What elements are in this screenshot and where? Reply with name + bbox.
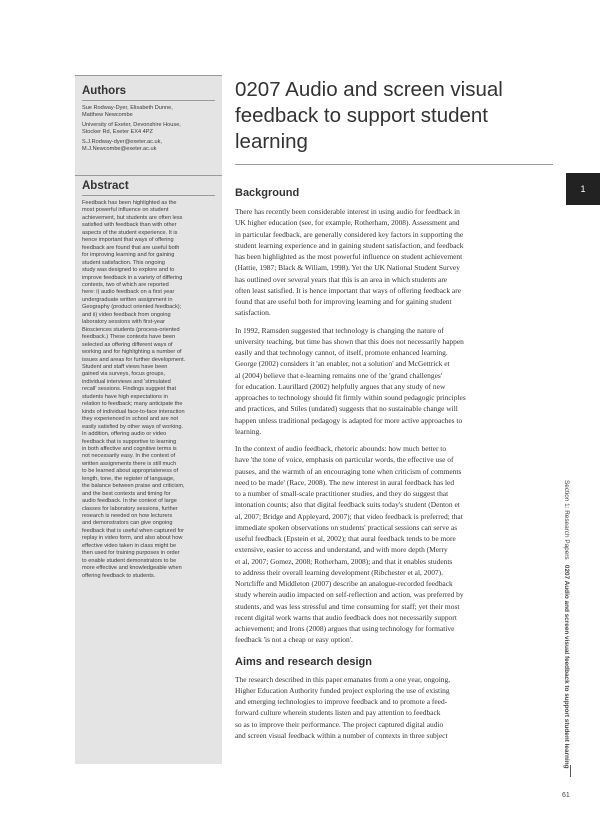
text-line: al (2004) believe that e-learning remains one of the 'grand challenges' [235, 370, 443, 380]
abstract-line: and demonstrators can give ongoing [82, 520, 173, 527]
title-rule [235, 164, 553, 165]
abstract-body [82, 200, 215, 580]
page-title [235, 77, 553, 155]
running-head-title: 0207 Audio and screen visual feedback to support student learning [563, 564, 570, 769]
abstract-line: Geography (product oriented feedback); [82, 304, 182, 311]
text-line: easily and that technology cannot, of itself, promote enhanced learning. [235, 348, 448, 357]
abstract-line: relation to feedback; many anticipate the [82, 401, 183, 408]
abstract-line: contexts, two of which are reported [82, 281, 169, 288]
affiliation-line: Stocker Rd, Exeter EX4 4PZ [82, 128, 153, 135]
abstract-line: and the best contexts and timing for [82, 490, 171, 497]
aims-paragraph [235, 674, 553, 742]
abstract-line: In addition, offering audio or video [82, 431, 167, 438]
text-line: to address their overall learning development (Ribchester et al, 2007). [235, 567, 443, 577]
abstract-line: then used for training purposes in order [82, 550, 180, 557]
abstract-rule [82, 195, 215, 196]
abstract-line: replay in video form, and also about how [82, 535, 183, 542]
text-line: satisfaction. [235, 308, 271, 318]
text-line: The research described in this paper emanates from a one year, ongoing, [235, 674, 451, 684]
text-line: feedback 'is not a cheap or easy option'. [235, 635, 353, 645]
abstract-line: selected as offering different ways of [82, 341, 173, 348]
abstract-line: effective video taken in class might be [82, 542, 177, 549]
abstract-line: undergraduate written assignment in [82, 296, 173, 303]
text-line: et al, 2007; Gomez, 2008; Rotherham, 2008); and that it enables students [235, 556, 453, 566]
sidebar-top-rule [75, 75, 222, 76]
abstract-line: individual interviews and 'stimulated [82, 378, 171, 385]
authors-heading: Authors [82, 85, 127, 97]
abstract-line: classes for laboratory sessions, further [82, 505, 178, 512]
abstract-line: written assignments there is still much [82, 460, 177, 467]
running-head [561, 480, 571, 769]
abstract-line: here: i) audio feedback on a first year [82, 289, 175, 296]
author-line: Matthew Newcombe [82, 111, 133, 118]
author-names [82, 105, 215, 118]
abstract-line: feedback.) These contexts have been [82, 334, 176, 341]
abstract-line: offering feedback to students. [82, 572, 156, 579]
abstract-line: Feedback has been highlighted as the [82, 200, 177, 206]
abstract-line: achievement, but students are often less [82, 214, 183, 221]
page-number: 61 [562, 792, 570, 799]
abstract-line: laboratory sessions with first-year [82, 319, 166, 326]
text-line: In the context of audio feedback, rhetoric abounds: how much better to [235, 444, 447, 453]
running-head-section: Section 1: Research Papers [563, 480, 570, 560]
text-line: and screen visual feedback within a number of contexts in three subject [235, 730, 448, 740]
abstract-heading: Abstract [82, 180, 129, 192]
abstract-line: kinds of individual face-to-face interaction [82, 408, 185, 415]
abstract-line: most powerful influence on student [82, 207, 169, 214]
title-line: 0207 Audio and screen visual [235, 78, 503, 101]
abstract-line: feedback that is useful when captured for [82, 527, 184, 534]
background-paragraph-3 [235, 443, 553, 646]
abstract-line: hence important that ways of offering [82, 237, 174, 244]
abstract-line: to be learned about appropriateness of [82, 468, 179, 475]
author-line: Sue Rodway-Dyer, Elisabeth Dunne, [82, 105, 173, 111]
text-line: In 1992, Ramsden suggested that technology is changing the nature of [235, 325, 444, 335]
text-line: in particular feedback, are generally considered key factors in supporting the [235, 229, 464, 239]
text-line: university teaching, but time has shown that this does not necessarily happen [235, 336, 464, 346]
abstract-line: and ii) video feedback from ongoing [82, 311, 171, 318]
text-line: and emerging technologies to improve feedback and to promote a feed- [235, 697, 448, 706]
aims-heading: Aims and research design [235, 655, 372, 668]
text-line: student learning experience and in gaining student satisfaction, and feedback [235, 240, 464, 250]
text-line: forward culture wherein students listen and pay attention to feedback [235, 708, 441, 718]
text-line: George (2002) considers it 'an enabler, not a solution' and McGettrick et [235, 359, 450, 369]
abstract-line: feedback that is supportive to learning [82, 438, 177, 445]
abstract-line: gained via surveys, focus groups, [82, 371, 166, 378]
abstract-line: audio feedback. In the context of large [82, 498, 177, 505]
text-line: students, and was less stressful and time consuming for staff; yet their most [235, 601, 460, 611]
text-line: for education. Laurillard (2002) helpfully argues that any study of new [235, 381, 446, 391]
abstract-line: feedback are found that are useful both [82, 244, 180, 251]
abstract-line: the balance between praise and criticism, [82, 483, 185, 490]
text-line: (Hattie, 1987; Black & Wiliam, 1998). Yet the UK National Student Survey [235, 263, 460, 273]
abstract-line: recall' sessions. Findings suggest that [82, 386, 177, 393]
text-line: approaches to technology should fit firmly within sound pedagogic principles [235, 393, 466, 402]
abstract-line: students have high expectations in [82, 393, 168, 400]
text-line: and practices, and Stiles (undated) suggests that no sustainable change will [235, 404, 458, 414]
title-line: learning [235, 130, 308, 153]
text-line: found that are useful both for improving learning and for gaining student [235, 297, 452, 306]
text-line: has been highlighted as the most powerful influence on student achievement [235, 252, 463, 261]
text-line: immediate spoken observations on students' practical sessions can serve as [235, 522, 458, 532]
text-line: extensive, easier to access and understand, and with more depth (Merry [235, 545, 448, 555]
abstract-line: Student and staff views have been [82, 363, 168, 370]
authors-rule [82, 100, 215, 101]
abstract-line: working and for highlighting a number of [82, 349, 182, 356]
text-line: achievement; and Irons (2008) argues that using technology for formative [235, 624, 455, 633]
text-line: learning. [235, 426, 262, 436]
abstract-line: for improving learning and for gaining [82, 252, 175, 259]
sidebar-panel [75, 75, 222, 764]
text-line: intonation counts; also that digital feedback suits today's student (Denton et [235, 500, 460, 510]
text-line: al, 2007; Bridge and Appleyard, 2007); that video feedback is preferred; that [235, 511, 463, 521]
background-paragraph-1 [235, 206, 553, 319]
abstract-line: issues and areas for further development. [82, 356, 186, 363]
title-line: feedback to support student [235, 104, 489, 127]
text-line: often least satisfied. It is hence important that ways of offering feedback are [235, 285, 462, 295]
text-line: happen unless traditional pedagogy is adapted for more active approaches to [235, 415, 463, 425]
abstract-line: satisfied with feedback than with other [82, 222, 177, 229]
text-line: have 'the tone of voice, emphasis on particular words, the effective use of [235, 455, 454, 465]
text-line: recent digital work warns that audio feedback does not necessarily support [235, 612, 457, 622]
text-line: has outlined over several years that this is an area in which students are [235, 274, 448, 284]
running-head-separator [570, 765, 571, 777]
background-heading: Background [235, 187, 300, 199]
abstract-line: student satisfaction. This ongoing [82, 259, 165, 266]
affiliation [82, 122, 215, 135]
abstract-line: to enable student demonstrators to be [82, 557, 177, 564]
abstract-line: length, tone, the register of language, [82, 475, 175, 482]
email-line: M.J.Newcombe@exeter.ac.uk [82, 145, 157, 152]
text-line: Nortcliffe and Middleton (2007) describe an analogue-recorded feedback [235, 579, 453, 588]
abstract-line: improve feedback in a variety of differing [82, 274, 183, 281]
abstract-line: aspects of the student experience. It is [82, 229, 178, 236]
abstract-line: they experienced in school and are not [82, 416, 179, 423]
section-number-badge: 1 [566, 173, 600, 205]
abstract-line: not necessarily easy. In the context of [82, 453, 176, 460]
text-line: UK higher education (see, for example, Rotherham, 2008). Assessment and [235, 218, 460, 228]
abstract-line: study was designed to explore and to [82, 267, 175, 274]
text-line: so as to improve their performance. The project captured digital audio [235, 719, 444, 729]
affiliation-line: University of Exeter, Devonshire House, [82, 122, 181, 128]
text-line: need to be made' (Race, 2008). The new interest in aural feedback has led [235, 477, 455, 487]
text-line: There has recently been considerable interest in using audio for feedback in [235, 207, 460, 216]
email-line: S.J.Rodway-dyer@exeter.ac.uk, [82, 139, 162, 145]
text-line: useful feedback (Epstein et al, 2002); that aural feedback tends to be more [235, 534, 456, 543]
author-emails [82, 139, 215, 152]
abstract-line: more effective and knowledgeable when [82, 565, 182, 572]
text-line: Higher Education Authority funded project exploring the use of existing [235, 685, 450, 695]
abstract-line: research is needed on how lecturers [82, 513, 173, 520]
abstract-line: in both affective and cognitive terms is [82, 445, 177, 452]
main-column [235, 75, 553, 747]
abstract-line: Biosciences students (process-oriented [82, 326, 180, 333]
abstract-line: easily satisfied by other ways of working. [82, 423, 184, 430]
background-paragraph-2 [235, 325, 553, 438]
text-line: to a number of small-scale practitioner studies, and they do suggest that [235, 489, 449, 498]
text-line: pauses, and the warmth of an encouraging tone when criticism of comments [235, 466, 462, 476]
text-line: study wherein audio impacted on self-reflection and action, was preferred by [235, 590, 464, 600]
